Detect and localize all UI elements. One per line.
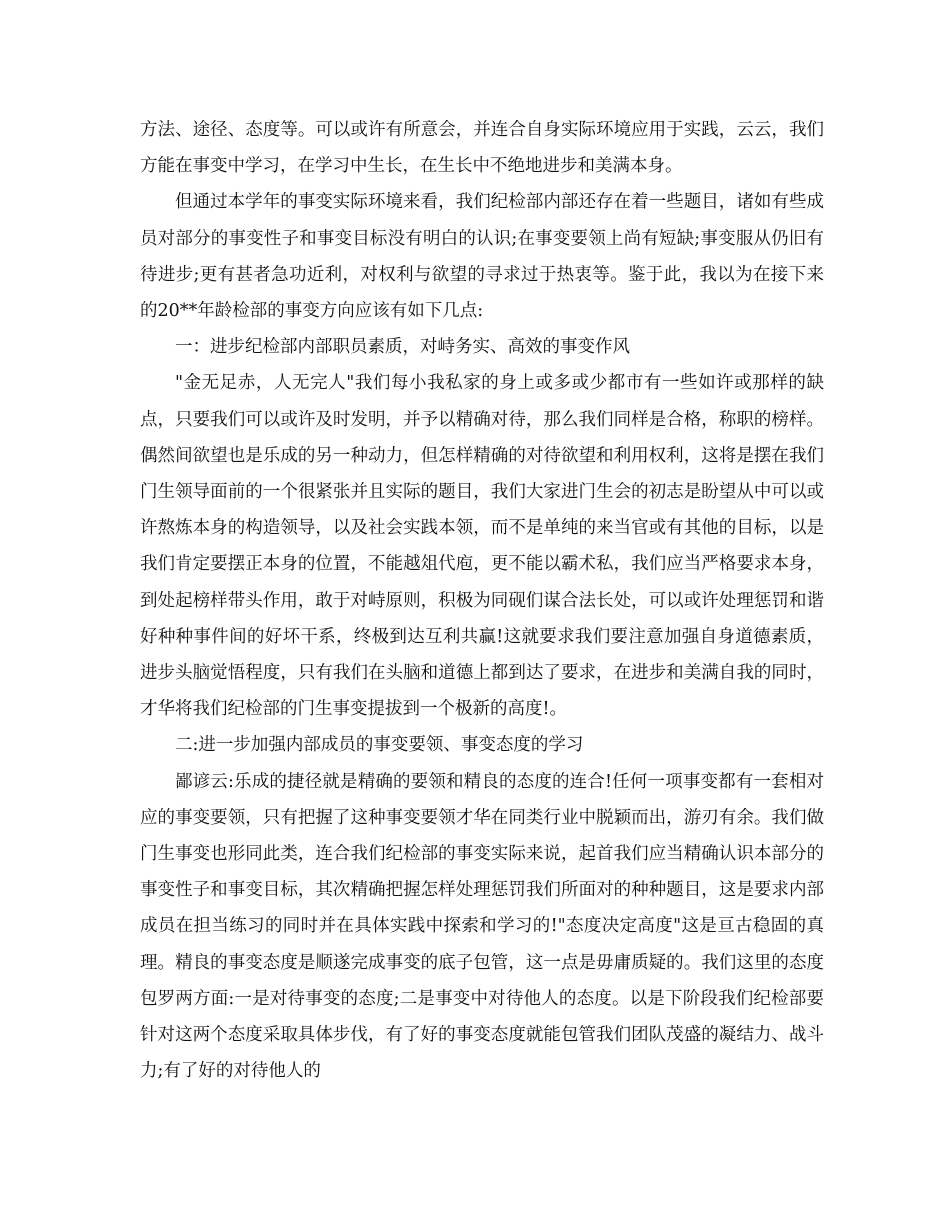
paragraph-point-one: "金无足赤，人无完人"我们每小我私家的身上或多或少都市有一些如许或那样的缺点，只要我们可以或许及时发明，并予以精确对待，那么我们同样是合格，称职的榜样。偶然间欲望也是乐成的另一种动力，但怎样精确的对待欲望和利用权利，这将是摆在我们门生领导面前的一个很紧张并且实际的题目，我们大家进门生会的初志是盼望从中可以或许熬炼本身的构造领导，以及社会实践本领，而不是单纯的来当官或有其他的目标，以是我们肯定要摆正本身的位置，不能越俎代庖，更不能以霸术私，我们应当严格要求本身，到处起榜样带头作用，敢于对峙原则，积极为同砚们谋合法长处，可以或许处理惩罚和谐好种种事件间的好坏干系，终极到达互利共赢!这就要求我们要注意加强自身道德素质，进步头脑觉悟程度，只有我们在头脑和道德上都到达了要求，在进步和美满自我的同时，才华将我们纪检部的门生事变提拔到一个极新的高度!。: [140, 373, 824, 720]
paragraph-methods: 方法、途径、态度等。可以或许有所意会，并连合自身实际环境应用于实践，云云，我们方能在事变中学习，在学习中生长，在生长中不绝地进步和美满本身。: [140, 120, 824, 177]
paragraph-point-two: 鄙谚云:乐成的捷径就是精确的要领和精良的态度的连合!任何一项事变都有一套相对应的事变要领，只有把握了这种事变要领才华在同类行业中脱颖而出，游刃有余。我们做门生事变也形同此类，连合我们纪检部的事变实际来说，起首我们应当精确认识本部分的事变性子和事变目标，其次精确把握怎样处理惩罚我们所面对的种种题目，这是要求内部成员在担当练习的同时并在具体实践中探索和学习的!"态度决定高度"这是亘古稳固的真理。精良的事变态度是顺遂完成事变的底子包管，这一点是毋庸质疑的。我们这里的态度包罗两方面:一是对待事变的态度;二是事变中对待他人的态度。以是下阶段我们纪检部要针对这两个态度采取具体步伐，有了好的事变态度就能包管我们团队茂盛的凝结力、战斗力;有了好的对待他人的: [140, 771, 824, 1082]
paragraph-problems: 但通过本学年的事变实际环境来看，我们纪检部内部还存在着一些题目，诸如有些成员对部分的事变性子和事变目标没有明白的认识;在事变要领上尚有短缺;事变服从仍旧有待进步;更有甚者急功近利，对权利与欲望的寻求过于热衷等。鉴于此，我以为在接下来的20**年龄检部的事变方向应该有如下几点:: [140, 192, 824, 322]
heading-point-one: 一：进步纪检部内部职员素质，对峙务实、高效的事变作风: [175, 337, 630, 358]
heading-point-two: 二:进一步加强内部成员的事变要领、事变态度的学习: [175, 735, 584, 756]
document-body: [140, 112, 824, 1089]
